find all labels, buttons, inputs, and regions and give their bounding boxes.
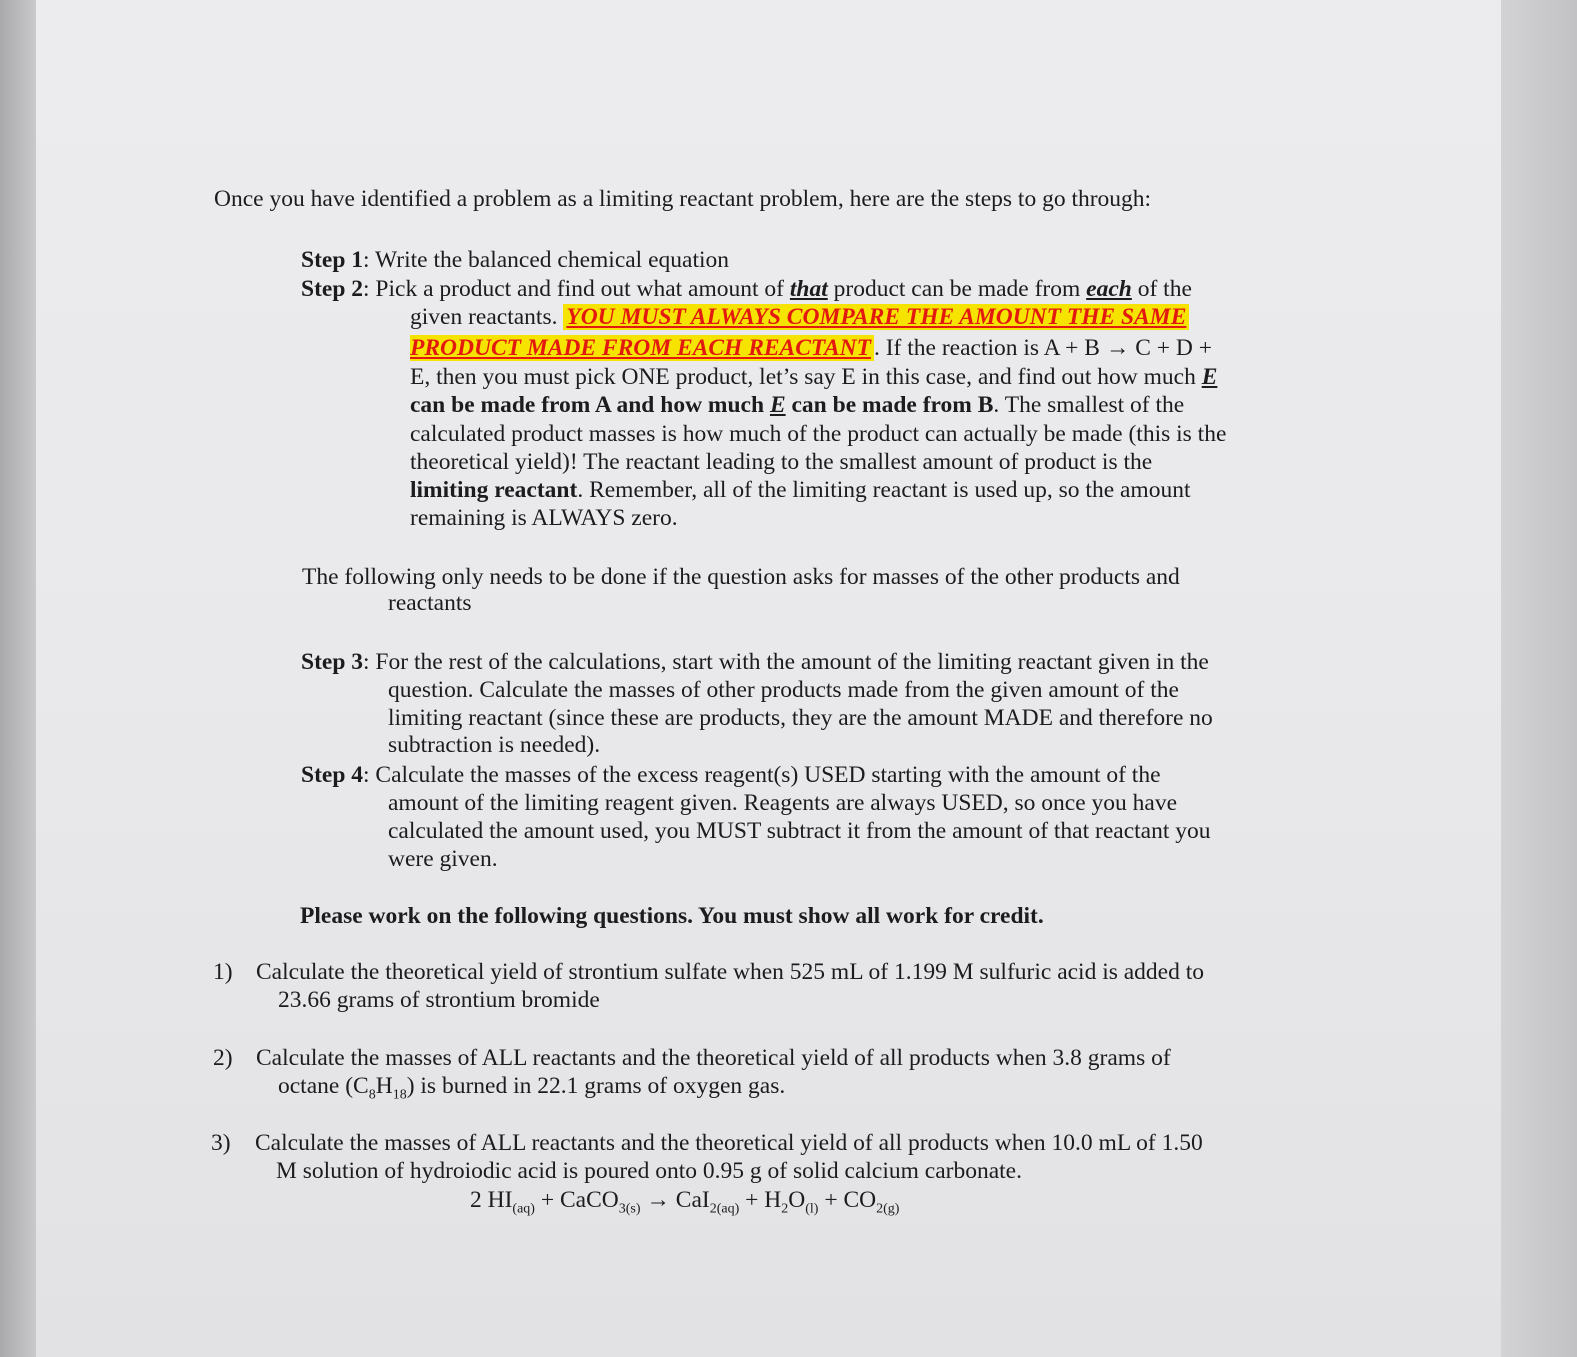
step-2-line-7: theoretical yield)! The reactant leading to the smallest amount of product is the (410, 449, 1153, 475)
step-1-text: : Write the balanced chemical equation (363, 247, 730, 273)
step-2-bold-text: can be made from B (785, 392, 994, 418)
step-2-line-3 (410, 334, 1212, 362)
question-1-line-2: 23.66 grams of strontium bromide (278, 987, 600, 1013)
step-2-label: Step 2 (301, 276, 364, 302)
subscript: 8 (368, 1087, 376, 1103)
question-1-number: 1) (213, 959, 233, 985)
emphasis-that: that (789, 276, 828, 302)
question-2-text: H (375, 1073, 393, 1099)
step-2-bold-text: can be made from A and how much (410, 392, 770, 418)
emphasis-e: E (769, 392, 786, 418)
step-3-line-4: subtraction is needed). (388, 732, 601, 758)
question-2-text: octane (C (278, 1073, 369, 1099)
subscript: 2(aq) (709, 1201, 740, 1217)
step-2-line-2 (410, 303, 1189, 331)
step-4-line-4: were given. (388, 846, 498, 872)
step-2-line-1 (301, 275, 1192, 303)
equation-term: + CO (818, 1187, 877, 1213)
step-4-line-3: calculated the amount used, you MUST subtract it from the amount of that reactant you (388, 818, 1211, 844)
step-3-label: Step 3 (301, 649, 364, 675)
step-3-text: : For the rest of the calculations, start with the amount of the limiting reactant given in the (363, 649, 1209, 675)
limiting-reactant-term: limiting reactant (410, 477, 578, 503)
step-2-text: given reactants. (410, 304, 564, 330)
step-2-line-6: calculated product masses is how much of the product can actually be made (this is the (410, 421, 1227, 447)
subscript: 3(s) (618, 1201, 641, 1217)
step-4-label: Step 4 (301, 762, 364, 788)
subscript: (aq) (512, 1201, 535, 1217)
step-2-text: . Remember, all of the limiting reactant is used up, so the amount (577, 477, 1191, 503)
question-3-line-1: Calculate the masses of ALL reactants and the theoretical yield of all products when 10.0 mL of 1.50 (255, 1130, 1203, 1156)
highlighted-warning: YOU MUST ALWAYS COMPARE THE AMOUNT THE SAME (563, 304, 1189, 330)
question-1-line-1: Calculate the theoretical yield of strontium sulfate when 525 mL of 1.199 M sulfuric acid is added to (256, 959, 1205, 985)
subscript: 2 (781, 1201, 789, 1217)
question-2-line-1: Calculate the masses of ALL reactants and the theoretical yield of all products when 3.8 grams of (256, 1045, 1171, 1071)
question-2-line-2 (278, 1072, 785, 1110)
step-2-text: . The smallest of the (993, 392, 1185, 418)
instruction-heading: Please work on the following questions. You must show all work for credit. (300, 903, 1044, 929)
question-2-text: ) is burned in 22.1 grams of oxygen gas. (406, 1073, 786, 1099)
emphasis-each: each (1086, 276, 1132, 302)
step-2-line-5 (410, 391, 1184, 419)
subscript: 2(g) (876, 1201, 900, 1217)
equation-term: O (788, 1187, 806, 1213)
step-4-line-2: amount of the limiting reagent given. Reagents are always USED, so once you have (388, 790, 1177, 816)
step-2-text: : Pick a product and find out what amount of (363, 276, 790, 302)
step-4-text: : Calculate the masses of the excess reagent(s) USED starting with the amount of the (363, 762, 1161, 788)
step-2-text: of the (1131, 276, 1192, 302)
highlighted-warning: PRODUCT MADE FROM EACH REACTANT (410, 335, 874, 361)
emphasis-e: E (1201, 364, 1218, 390)
chemical-equation (470, 1186, 899, 1224)
step-1-label: Step 1 (301, 247, 364, 273)
following-line-1: The following only needs to be done if the question asks for masses of the other products and (302, 564, 1180, 590)
question-2-number: 2) (213, 1045, 233, 1071)
equation-term: + H (739, 1187, 782, 1213)
equation-term: 2 HI (470, 1187, 513, 1213)
following-line-2: reactants (388, 590, 472, 616)
step-3-line-3: limiting reactant (since these are products, they are the amount MADE and therefore no (388, 705, 1213, 731)
step-2-line-8 (410, 476, 1191, 504)
question-3-line-2: M solution of hydroiodic acid is poured onto 0.95 g of solid calcium carbonate. (276, 1158, 1022, 1184)
step-2-text: . If the reaction is A + B → C + D + (873, 335, 1213, 361)
equation-term: + CaCO (534, 1187, 619, 1213)
step-3-line-2: question. Calculate the masses of other products made from the given amount of the (388, 677, 1179, 703)
step-4-line-1 (301, 761, 1161, 789)
subscript: 18 (392, 1087, 407, 1103)
subscript: (l) (805, 1201, 819, 1217)
step-2-text: product can be made from (827, 276, 1087, 302)
step-1 (301, 246, 729, 274)
step-3-line-1 (301, 648, 1209, 676)
question-3-number: 3) (211, 1130, 231, 1156)
step-2-line-9: remaining is ALWAYS zero. (410, 505, 678, 531)
step-2-text: E, then you must pick ONE product, let’s say E in this case, and find out how much (410, 364, 1202, 390)
intro-line: Once you have identified a problem as a limiting reactant problem, here are the steps to go through: (214, 186, 1152, 212)
step-2-line-4 (410, 363, 1217, 391)
equation-term: → CaI (640, 1187, 710, 1213)
